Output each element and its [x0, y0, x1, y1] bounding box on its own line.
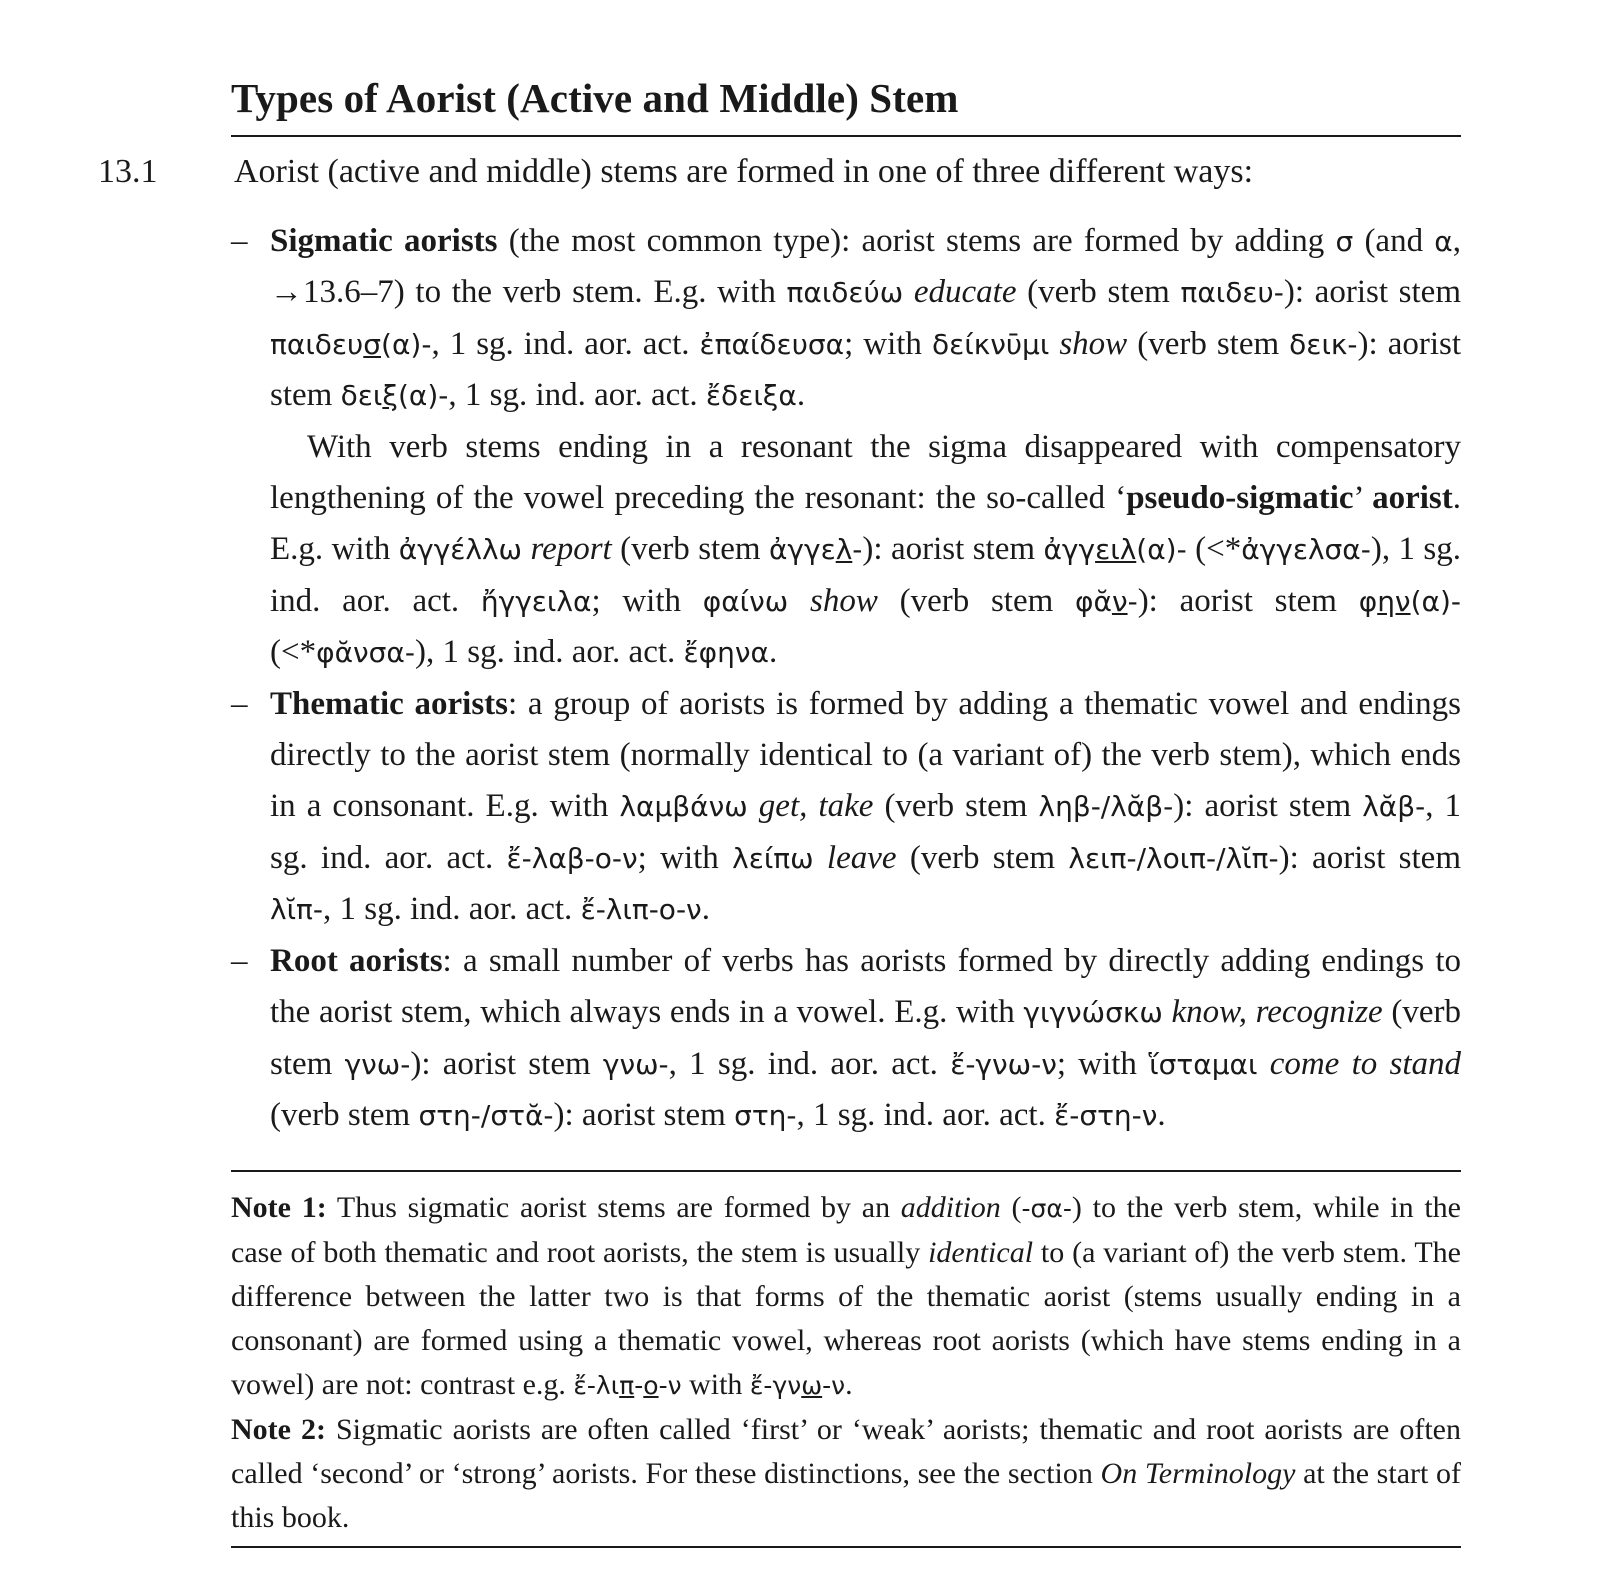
text: (<* — [1186, 531, 1242, 568]
greek-text: α — [1434, 225, 1453, 258]
greek-text: ἔ-λιπ-ο-ν — [580, 893, 702, 927]
greek-text: - — [852, 533, 863, 567]
sigmatic-paragraph — [270, 216, 1461, 422]
emphasis: identical — [928, 1236, 1034, 1269]
list-item-root — [231, 936, 1461, 1142]
greek-text-underlined: ο — [643, 1371, 659, 1400]
gloss: know, recognize — [1171, 994, 1383, 1031]
greek-text: δεικ- — [1289, 327, 1358, 361]
greek-text: γνω- — [602, 1047, 669, 1081]
text: . — [701, 891, 710, 928]
greek-text: στη- — [734, 1098, 797, 1132]
greek-text: λειπ-/λοιπ-/λῐπ- — [1068, 841, 1279, 875]
greek-text: λαμβάνω — [619, 790, 748, 824]
text: ; with — [591, 582, 703, 619]
text: ): aorist stem — [1283, 274, 1461, 311]
text: ; with — [1056, 1045, 1150, 1082]
text: . — [768, 634, 778, 671]
text: (verb stem — [270, 994, 1461, 1082]
text: ): aorist stem — [1278, 839, 1461, 876]
greek-text: ἀγγε — [768, 533, 836, 567]
text: ), 1 sg. ind. aor. act. — [270, 531, 1462, 619]
greek-text: στη-/στᾰ- — [418, 1098, 554, 1132]
section-intro: Aorist (active and middle) stems are formed in one of three different ways: — [234, 153, 1254, 190]
list-item-thematic — [231, 679, 1461, 936]
section-number: 13.1 — [98, 153, 158, 190]
text: : a group of aorists is formed by adding a thematic vowel and endings directly to the aorist stem (normally identical to (a variant of) the verb stem), which ends in a consonant. E.g. with — [270, 685, 1461, 825]
text: to (a variant of) the verb stem. The difference between the latter two is that forms of the thematic aorist (stems usually ending in a consonant) are formed using a thematic vowel, whereas root aorists (which have stems ending in a vowel) are not: contrast e.g. — [231, 1236, 1461, 1401]
text: at the start of this book. — [231, 1457, 1461, 1534]
notes-bottom-rule — [231, 1546, 1461, 1548]
notes-top-rule — [231, 1170, 1461, 1172]
text: ): aorist stem — [862, 531, 1044, 568]
gloss: show — [1059, 325, 1128, 362]
greek-text-underlined: ξ — [382, 379, 398, 413]
text: , 1 sg. ind. aor. act. — [448, 377, 706, 414]
text: (verb stem — [611, 531, 769, 568]
greek-text-underlined: π — [619, 1371, 635, 1400]
term-label: Thematic aorists — [270, 685, 509, 722]
greek-text: ἔ-γνω-ν — [950, 1047, 1057, 1081]
text: (verb stem — [270, 1096, 419, 1133]
text: , 1 sg. ind. aor. act. — [668, 1045, 951, 1082]
greek-text: παιδεύω — [786, 276, 904, 310]
text: ): aorist stem — [410, 1045, 603, 1082]
greek-text: ἵσταμαι — [1149, 1047, 1258, 1081]
greek-text: ἤγγειλα — [480, 584, 592, 618]
greek-text: (α)- — [1410, 584, 1461, 618]
greek-text: ἀγγελσα- — [1241, 533, 1371, 567]
list-item-sigmatic — [231, 216, 1461, 679]
text: , 1 sg. ind. aor. act. — [431, 325, 700, 362]
gloss: leave — [826, 839, 897, 876]
text: , →13.6–7) to the verb stem. E.g. with — [270, 223, 1461, 311]
greek-text: - — [634, 1371, 644, 1400]
greek-text: ἔδειξα — [705, 379, 797, 413]
notes-box — [231, 1186, 1461, 1540]
greek-text: γνω- — [344, 1047, 411, 1081]
text: (<* — [270, 634, 317, 671]
greek-text: ληβ-/λᾰβ- — [1038, 790, 1174, 824]
text: . — [845, 1368, 853, 1401]
aorist-types-list — [231, 216, 1461, 1141]
greek-text-underlined: ω — [801, 1371, 823, 1400]
greek-text: ἔ-γν — [749, 1371, 802, 1400]
greek-text: (α)- — [1136, 533, 1187, 567]
gloss: get, take — [758, 788, 874, 825]
term-label: Root aorists — [270, 942, 443, 979]
greek-text: ἀγγέλλω — [398, 533, 523, 567]
greek-text: σ — [1335, 225, 1354, 258]
text: Thus sigmatic aorist stems are formed by an — [326, 1191, 901, 1224]
text: with — [681, 1368, 750, 1401]
text: (verb stem — [1127, 325, 1290, 362]
emphasis: addition — [900, 1191, 1001, 1224]
greek-text: φᾰ — [1075, 584, 1112, 618]
text: ; with — [637, 839, 733, 876]
emphasis: On Terminology — [1100, 1457, 1296, 1490]
note-2 — [231, 1408, 1461, 1540]
greek-text-underlined: λ — [835, 533, 853, 567]
greek-text-underlined: ν — [1111, 584, 1128, 618]
section-heading: Types of Aorist (Active and Middle) Stem — [231, 75, 959, 121]
greek-text-underlined: σ — [363, 327, 382, 361]
text: . — [796, 377, 806, 414]
greek-text: ἔ-στη-ν — [1054, 1098, 1158, 1132]
greek-text: (α)- — [397, 379, 449, 413]
note-label: Note 2: — [231, 1413, 326, 1446]
greek-text: - — [1127, 584, 1138, 618]
greek-text: δείκνῡμι — [931, 327, 1050, 361]
term-label: pseudo-sigmatic — [1126, 480, 1354, 517]
text: . E.g. with — [270, 480, 1461, 568]
greek-text: ἀγγ — [1043, 533, 1096, 567]
gloss: show — [809, 582, 878, 619]
greek-text: φ — [1358, 584, 1378, 618]
text: ), 1 sg. ind. aor. act. — [414, 634, 684, 671]
text: , 1 sg. ind. aor. act. — [270, 788, 1462, 876]
text: ( — [1000, 1191, 1022, 1224]
text: . — [1157, 1096, 1166, 1133]
greek-text: -ν — [658, 1371, 682, 1400]
list-dash: – — [231, 685, 248, 722]
greek-text: ἔ-λαβ-ο-ν — [506, 841, 638, 875]
note-1 — [231, 1186, 1461, 1408]
text: ): aorist stem — [1137, 582, 1359, 619]
text: : a small number of verbs has aorists formed by directly adding endings to the aorist stem, which always ends in a vowel. E.g. with — [270, 942, 1461, 1031]
greek-text: φᾰνσα- — [316, 636, 415, 670]
text: ): aorist stem — [1173, 788, 1363, 825]
text: With verb stems ending in a resonant the sigma disappeared with compensatory lengthening of the vowel preceding the resonant: the so-called ‘ — [270, 428, 1461, 517]
text: ) to the verb stem, while in the case of both thematic and root aorists, the stem is usually — [231, 1191, 1462, 1269]
thematic-paragraph — [270, 679, 1461, 936]
greek-text: παιδευ — [270, 327, 364, 361]
text: (verb stem — [896, 839, 1069, 876]
text: ): aorist stem — [553, 1096, 735, 1133]
text: (verb stem — [1016, 274, 1181, 311]
gloss: come to stand — [1269, 1045, 1462, 1082]
greek-text: ἐπαίδευσα — [699, 327, 845, 361]
greek-text-underlined: ειλ — [1095, 533, 1137, 567]
text: ; with — [844, 325, 932, 362]
term-label: aorist — [1372, 480, 1453, 517]
greek-text: παιδευ- — [1180, 276, 1284, 310]
text: , 1 sg. ind. aor. act. — [796, 1096, 1055, 1133]
note-label: Note 1: — [231, 1191, 327, 1224]
text: (verb stem — [877, 582, 1075, 619]
greek-text: λῐπ- — [270, 893, 324, 927]
text: Sigmatic aorists are often called ‘first’ or ‘weak’ aorists; thematic and root aorists are often called ‘second’ or ‘strong’ aorists. For these distinctions, see the section — [231, 1413, 1461, 1490]
list-dash: – — [231, 223, 248, 259]
greek-text: -σα- — [1021, 1194, 1072, 1223]
greek-text: λᾰβ- — [1362, 790, 1426, 824]
greek-text: φαίνω — [702, 584, 789, 618]
text: ): aorist stem — [270, 325, 1462, 414]
greek-text: δει — [340, 379, 383, 413]
text: (the most common type): aorist stems are formed by adding — [497, 223, 1336, 259]
pseudo-sigmatic-paragraph — [270, 422, 1461, 679]
heading-rule — [231, 135, 1461, 137]
gloss: report — [530, 531, 612, 568]
text: , 1 sg. ind. aor. act. — [323, 891, 581, 928]
text: (verb stem — [873, 788, 1039, 825]
root-paragraph — [270, 936, 1461, 1142]
greek-text: (α)- — [381, 327, 432, 361]
term-label: Sigmatic aorists — [270, 223, 498, 259]
greek-text: -ν — [822, 1371, 846, 1400]
greek-text: λείπω — [732, 841, 814, 875]
greek-text: γιγνώσκω — [1023, 996, 1163, 1030]
greek-text-underlined: ην — [1377, 584, 1411, 618]
text: ’ — [1353, 480, 1373, 517]
gloss: educate — [913, 274, 1017, 311]
greek-text: ἔ-λι — [573, 1371, 620, 1400]
text: (and — [1353, 223, 1435, 259]
greek-text: ἔφηνα — [683, 636, 769, 670]
list-dash: – — [231, 942, 248, 979]
